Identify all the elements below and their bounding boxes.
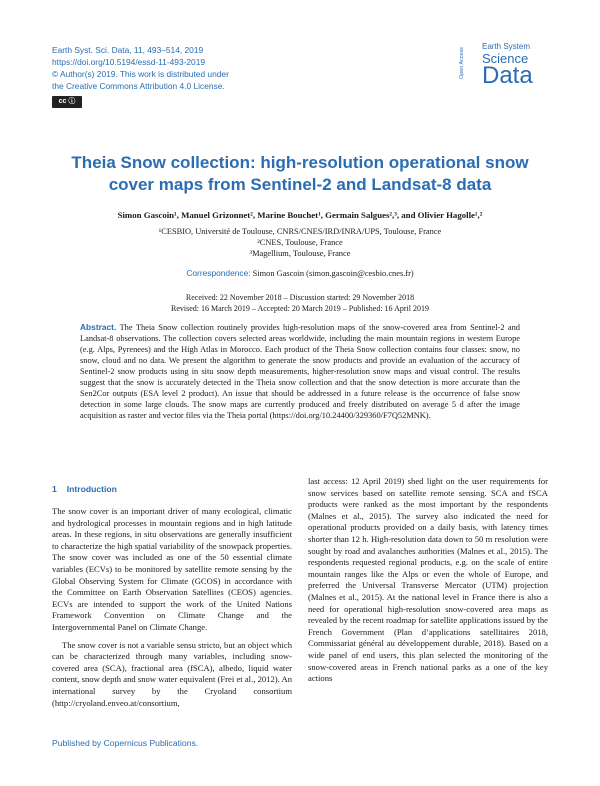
publisher-footer: Published by Copernicus Publications. [52, 738, 199, 748]
paper-title: Theia Snow collection: high-resolution operational snow cover maps from Sentinel-2 and Landsat-8 data [71, 153, 529, 194]
affiliations [60, 226, 540, 259]
section-title: Introduction [66, 484, 117, 494]
open-access-label: Open Access [458, 47, 465, 79]
doi-link[interactable]: https://doi.org/10.5194/essd-11-493-2019 [52, 57, 206, 67]
creative-commons-badge-icon[interactable]: cc ⓘ [52, 96, 82, 108]
correspondence-value[interactable]: Simon Gascoin (simon.gascoin@cesbio.cnes.fr) [252, 269, 414, 278]
paragraph: The snow cover is an important driver of many ecological, climatic and hydrological processes in mountain regions and in high latitude areas. In these regions, in situ observations are generally insufficient to characterize the high spatial variability of the snowpack properties. The snow cover was included as one of the 50 essential climate variables (ECVs) to be monitored by satellite remote sensing by the Global Observing System for Climate (GCOS) in accordance with the Committee on Earth Observation Satellites (CEOS) agencies. ECVs are intended to support the work of the United Nations Framework Convention on Climate Change and the Intergovernmental Panel on Climate Change. [52, 506, 292, 632]
author-list: Simon Gascoin¹, Manuel Grizonnet², Marine Bouchet¹, Germain Salgues²,³, and Olivier Hagolle¹,² [117, 210, 483, 220]
publication-dates [60, 292, 540, 314]
journal-reference: Earth Syst. Sci. Data, 11, 493–514, 2019 [52, 45, 204, 55]
citation-block [52, 44, 352, 92]
journal-logo [460, 42, 570, 92]
correspondence [60, 268, 540, 278]
abstract [80, 322, 520, 421]
logo-data: Data [482, 62, 533, 89]
body-column-right [308, 476, 548, 691]
affiliation-2: ²CNES, Toulouse, France [257, 238, 343, 247]
license-line: the Creative Commons Attribution 4.0 License. [52, 81, 225, 91]
dates-published: Revised: 16 March 2019 – Accepted: 20 March 2019 – Published: 16 April 2019 [171, 304, 429, 313]
dates-received: Received: 22 November 2018 – Discussion started: 29 November 2018 [185, 293, 415, 302]
paragraph: The snow cover is not a variable sensu stricto, but an object which can be characterized through many variables, including snow-covered area (SCA), fractional area (fSCA), albedo, liquid water content, snow depth and snow water equivalent (Frei et al., 2012). An international survey by the Cryoland consortium (http://cryoland.enveo.at/consortium, [52, 639, 292, 708]
body-column-left [52, 506, 292, 715]
section-number: 1 [52, 484, 57, 494]
logo-science: Science [482, 51, 529, 66]
abstract-text: The Theia Snow collection routinely provides high-resolution maps of the snow-covered area from Sentinel-2 and Landsat-8 observations. The collection covers selected areas worldwide, including the main mountain regions in western Europe (e.g. Alps, Pyrenees) and the High Atlas in Morocco. Each product of the Theia Snow collection contains four classes: snow, no snow, cloud and no data. We present the algorithm to generate the snow products and provide an evaluation of the accuracy of Sentinel-2 snow products using in situ snow depth measurements, higher-resolution snow maps and visual control. The results suggest that the snow is accurately detected in the Theia snow collection and that the snow detection is more accurate than the Sen2Cor outputs (ESA level 2 product). An issue that should be addressed in a future release is the occurrence of false snow detection in some large clouds. The snow maps are currently produced and freely distributed on average 5 d after the image acquisition as raster and vector files via the Theia portal (https://doi.org/10.24400/329360/F7Q52MNK). [80, 323, 520, 420]
abstract-label: Abstract. [80, 322, 117, 332]
correspondence-label: Correspondence: [186, 268, 251, 278]
paragraph: last access: 12 April 2019) shed light on the user requirements for snow services based on satellite remote sensing. SCA and fSCA products were ranked as the most important by the respondents (Malnes et al., 2015). The survey also indicated the need for operational products provided on a daily basis, with latency times shorter than 12 h. High-resolution data down to 50 m resolution were sought by road and avalanches authorities (Malnes et al., 2015). The respondents requested regional products, e.g. on the scale of entire mountain ranges like the Alps or even the whole of Europe, and preferred the Universal Transverse Mercator (UTM) projection (Malnes et al., 2015). At the national level in France there is also a need for operational high-resolution snow-covered area maps as revealed by the recent roadmap for satellite applications issued by the French Government (Plan d’applications satellitaires 2018, Commissariat général au développement durable, 2018). Based on a wide panel of end users, this plan selected the monitoring of the snow-covered areas in French national parks as a one of the key actions [308, 476, 548, 684]
affiliation-3: ³Magellium, Toulouse, France [249, 249, 351, 258]
section-heading [52, 484, 127, 494]
affiliation-1: ¹CESBIO, Université de Toulouse, CNRS/CNES/IRD/INRA/UPS, Toulouse, France [158, 227, 442, 236]
logo-earth-system: Earth System [482, 42, 531, 51]
copyright-line: © Author(s) 2019. This work is distributed under [52, 69, 229, 79]
